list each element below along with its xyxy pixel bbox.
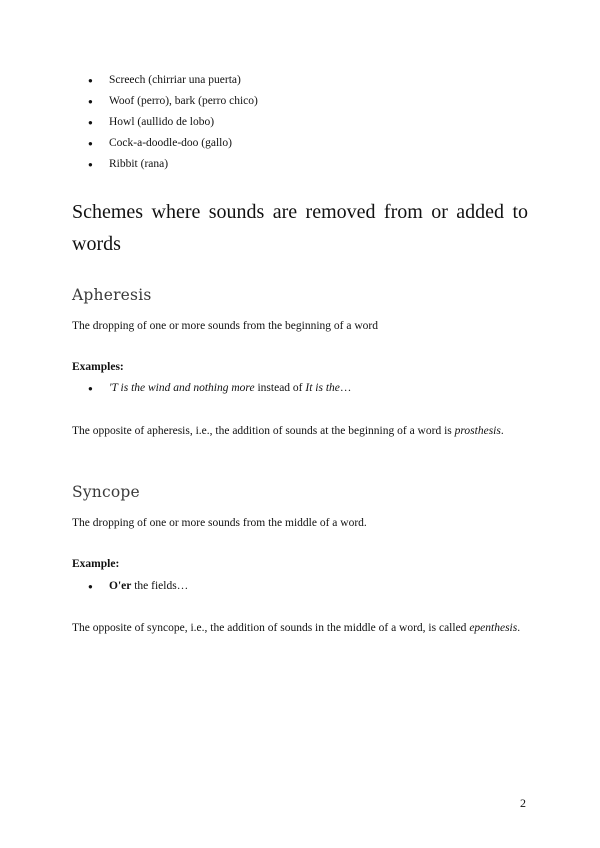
syncope-example-list: [72, 576, 188, 597]
list-item: ● Howl (aullido de lobo): [72, 112, 258, 133]
apheresis-examples-label: Examples:: [72, 361, 124, 373]
opposite-term: prosthesis: [454, 425, 501, 437]
apheresis-definition: The dropping of one or more sounds from the beginning of a word: [72, 320, 378, 332]
section-title: Schemes where sounds are removed from or added to words: [72, 201, 528, 255]
opposite-text: The opposite of apheresis, i.e., the addition of sounds at the beginning of a word is: [72, 425, 455, 437]
apheresis-example-list: [72, 378, 351, 399]
syncope-opposite-paragraph: [72, 618, 528, 639]
page-number: 2: [520, 796, 526, 810]
opposite-text: The opposite of syncope, i.e., the addition of sounds in the middle of a word, is called: [72, 622, 470, 634]
syncope-example-label: Example:: [72, 558, 120, 570]
list-item: [72, 378, 351, 399]
syncope-definition: The dropping of one or more sounds from the middle of a word.: [72, 517, 367, 529]
example-ellipsis: …: [339, 382, 352, 394]
opposite-end: .: [500, 425, 504, 437]
list-item: ● Woof (perro), bark (perro chico): [72, 91, 258, 112]
list-item: ● Cock-a-doodle-doo (gallo): [72, 133, 258, 154]
apheresis-heading: Apheresis: [72, 286, 152, 304]
syncope-heading: Syncope: [72, 483, 140, 501]
opposite-term: epenthesis: [469, 622, 518, 634]
example-term: O'er: [109, 580, 132, 592]
list-item: ● Ribbit (rana): [72, 154, 258, 175]
example-phrase: 'T is the wind and nothing more: [109, 382, 255, 394]
sound-list: [72, 70, 258, 175]
example-connector: instead of: [254, 382, 306, 394]
opposite-end: .: [517, 622, 521, 634]
apheresis-opposite-paragraph: [72, 421, 528, 442]
example-rest: the fields…: [131, 580, 189, 592]
example-original: It is the: [305, 382, 340, 394]
list-item: ● Screech (chirriar una puerta): [72, 70, 258, 91]
list-item: [72, 576, 188, 597]
